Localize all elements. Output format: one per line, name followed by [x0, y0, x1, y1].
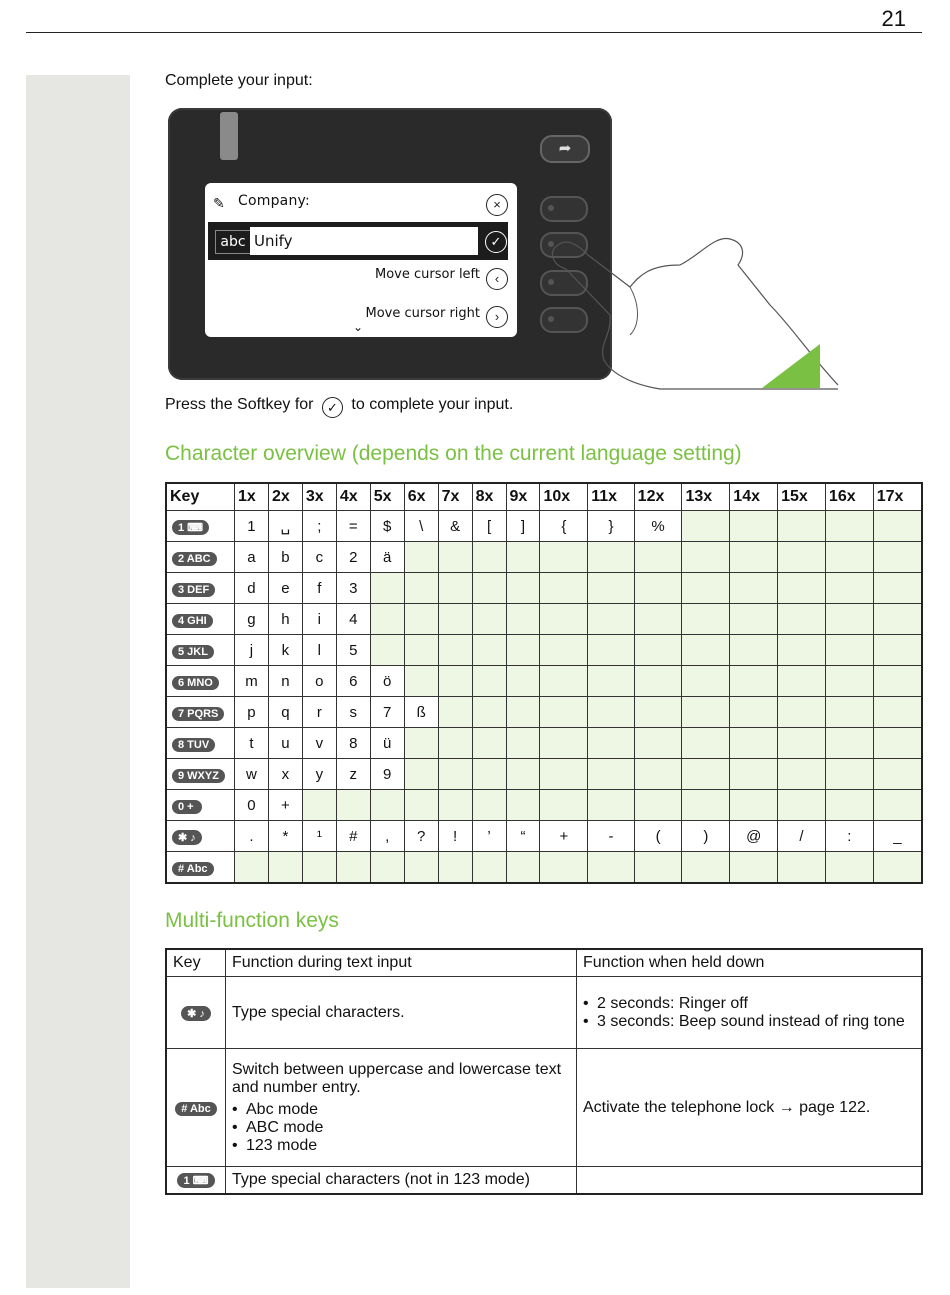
- empty-cell: [634, 542, 682, 573]
- char-cell: u: [268, 728, 302, 759]
- empty-cell: [825, 542, 873, 573]
- col-header-held: Function when held down: [577, 949, 923, 977]
- empty-cell: [438, 697, 472, 728]
- empty-cell: [778, 573, 826, 604]
- col-header-count: 3x: [302, 483, 336, 511]
- char-cell: =: [336, 511, 370, 542]
- empty-cell: [235, 852, 269, 884]
- empty-cell: [588, 542, 634, 573]
- empty-cell: [588, 604, 634, 635]
- char-cell: ]: [506, 511, 540, 542]
- empty-cell: [540, 790, 588, 821]
- empty-cell: [682, 604, 730, 635]
- empty-cell: [730, 759, 778, 790]
- char-cell: @: [730, 821, 778, 852]
- empty-cell: [634, 852, 682, 884]
- cursor-left-icon[interactable]: ‹: [486, 268, 508, 290]
- pencil-icon: ✎: [213, 195, 225, 211]
- empty-cell: [825, 666, 873, 697]
- char-cell: j: [235, 635, 269, 666]
- empty-cell: [472, 852, 506, 884]
- handset-slot: [220, 112, 238, 160]
- multifunction-heading: Multi-function keys: [165, 909, 339, 932]
- key-icon: 0 +: [166, 790, 235, 821]
- empty-cell: [825, 852, 873, 884]
- empty-cell: [472, 542, 506, 573]
- key-icon: 9 WXYZ: [166, 759, 235, 790]
- row3-during: Type special characters (not in 123 mode): [226, 1167, 577, 1195]
- table-row: [166, 1049, 922, 1167]
- char-cell: (: [634, 821, 682, 852]
- empty-cell: [472, 666, 506, 697]
- char-cell: #: [336, 821, 370, 852]
- table-row: [166, 1167, 922, 1195]
- empty-cell: [634, 573, 682, 604]
- col-header-count: 5x: [370, 483, 404, 511]
- char-cell: &: [438, 511, 472, 542]
- empty-cell: [336, 852, 370, 884]
- row2-held: Activate the telephone lock → page 122.: [577, 1049, 923, 1167]
- empty-cell: [682, 697, 730, 728]
- row2-during-text: Switch between uppercase and lowercase text and number entry.: [232, 1060, 562, 1096]
- char-cell: ;: [302, 511, 336, 542]
- empty-cell: [472, 790, 506, 821]
- char-cell: v: [302, 728, 336, 759]
- col-header-count: 1x: [235, 483, 269, 511]
- empty-cell: [506, 697, 540, 728]
- empty-cell: [873, 852, 922, 884]
- field-title: Company:: [238, 193, 310, 209]
- col-header-count: 4x: [336, 483, 370, 511]
- input-mode-indicator: abc: [215, 230, 251, 254]
- col-header-count: 7x: [438, 483, 472, 511]
- col-header-count: 2x: [268, 483, 302, 511]
- empty-cell: [472, 573, 506, 604]
- empty-cell: [336, 790, 370, 821]
- empty-cell: [682, 635, 730, 666]
- cancel-icon[interactable]: ×: [486, 194, 508, 216]
- empty-cell: [634, 604, 682, 635]
- char-cell: 1: [235, 511, 269, 542]
- empty-cell: [404, 666, 438, 697]
- char-cell: 5: [336, 635, 370, 666]
- char-cell: l: [302, 635, 336, 666]
- empty-cell: [588, 728, 634, 759]
- char-cell: g: [235, 604, 269, 635]
- empty-cell: [404, 573, 438, 604]
- more-icon: ⌄: [353, 320, 364, 334]
- empty-cell: [682, 852, 730, 884]
- char-cell: h: [268, 604, 302, 635]
- col-header-count: 9x: [506, 483, 540, 511]
- char-cell: p: [235, 697, 269, 728]
- empty-cell: [873, 635, 922, 666]
- empty-cell: [778, 604, 826, 635]
- empty-cell: [873, 542, 922, 573]
- char-cell: a: [235, 542, 269, 573]
- hash-key-icon: # Abc: [166, 1049, 226, 1167]
- empty-cell: [825, 759, 873, 790]
- empty-cell: [404, 635, 438, 666]
- empty-cell: [825, 511, 873, 542]
- empty-cell: [438, 604, 472, 635]
- char-cell: 7: [370, 697, 404, 728]
- col-header-count: 12x: [634, 483, 682, 511]
- col-header-count: 13x: [682, 483, 730, 511]
- instruction-before: Press the Softkey for: [165, 396, 314, 413]
- col-header-count: 6x: [404, 483, 438, 511]
- key-icon: 1 ⌨: [166, 511, 235, 542]
- empty-cell: [730, 635, 778, 666]
- col-header-count: 14x: [730, 483, 778, 511]
- empty-cell: [540, 697, 588, 728]
- empty-cell: [540, 542, 588, 573]
- empty-cell: [472, 759, 506, 790]
- char-cell: ): [682, 821, 730, 852]
- empty-cell: [370, 790, 404, 821]
- table-row: [166, 821, 922, 852]
- empty-cell: [506, 542, 540, 573]
- char-cell: n: [268, 666, 302, 697]
- empty-cell: [634, 790, 682, 821]
- empty-cell: [778, 790, 826, 821]
- empty-cell: [302, 852, 336, 884]
- char-cell: k: [268, 635, 302, 666]
- empty-cell: [730, 604, 778, 635]
- table-row: [166, 790, 922, 821]
- empty-cell: [506, 790, 540, 821]
- empty-cell: [682, 759, 730, 790]
- empty-cell: [873, 728, 922, 759]
- table-row: [166, 728, 922, 759]
- empty-cell: [873, 573, 922, 604]
- header-rule: [26, 32, 922, 33]
- empty-cell: [825, 635, 873, 666]
- empty-cell: [506, 852, 540, 884]
- key-icon: # Abc: [166, 852, 235, 884]
- key-icon: 5 JKL: [166, 635, 235, 666]
- empty-cell: [438, 542, 472, 573]
- char-cell: }: [588, 511, 634, 542]
- empty-cell: [778, 666, 826, 697]
- char-cell: 3: [336, 573, 370, 604]
- empty-cell: [588, 573, 634, 604]
- list-item: • 123 mode: [232, 1137, 570, 1155]
- table-row: [166, 511, 922, 542]
- softkey-1[interactable]: [540, 196, 588, 222]
- empty-cell: [778, 852, 826, 884]
- empty-cell: [472, 604, 506, 635]
- list-item: • 2 seconds: Ringer off: [583, 995, 915, 1013]
- char-cell: 8: [336, 728, 370, 759]
- char-cell: c: [302, 542, 336, 573]
- char-cell: +: [268, 790, 302, 821]
- empty-cell: [438, 759, 472, 790]
- char-cell: e: [268, 573, 302, 604]
- char-cell: [: [472, 511, 506, 542]
- table-row: [166, 573, 922, 604]
- star-key-icon: ✱ ♪: [166, 977, 226, 1049]
- empty-cell: [540, 604, 588, 635]
- empty-cell: [730, 697, 778, 728]
- empty-cell: [825, 697, 873, 728]
- empty-cell: [730, 728, 778, 759]
- empty-cell: [540, 666, 588, 697]
- empty-cell: [506, 635, 540, 666]
- key-icon: 7 PQRS: [166, 697, 235, 728]
- char-cell: ö: [370, 666, 404, 697]
- empty-cell: [634, 728, 682, 759]
- empty-cell: [588, 790, 634, 821]
- side-margin-bar: [26, 75, 130, 1288]
- char-cell: o: [302, 666, 336, 697]
- one-key-icon: 1 ⌨: [166, 1167, 226, 1195]
- char-cell: 0: [235, 790, 269, 821]
- cursor-right-label: Move cursor right: [365, 306, 480, 321]
- key-icon: 4 GHI: [166, 604, 235, 635]
- empty-cell: [472, 728, 506, 759]
- empty-cell: [540, 852, 588, 884]
- empty-cell: [506, 728, 540, 759]
- char-cell: q: [268, 697, 302, 728]
- char-cell: m: [235, 666, 269, 697]
- key-icon: 3 DEF: [166, 573, 235, 604]
- empty-cell: [438, 728, 472, 759]
- empty-cell: [588, 666, 634, 697]
- cursor-right-icon[interactable]: ›: [486, 306, 508, 328]
- char-cell: ü: [370, 728, 404, 759]
- empty-cell: [588, 759, 634, 790]
- empty-cell: [873, 666, 922, 697]
- confirm-icon[interactable]: ✓: [485, 231, 507, 253]
- empty-cell: [730, 666, 778, 697]
- char-cell: f: [302, 573, 336, 604]
- empty-cell: [682, 666, 730, 697]
- char-cell: ä: [370, 542, 404, 573]
- empty-cell: [730, 542, 778, 573]
- empty-cell: [682, 790, 730, 821]
- key-icon: 8 TUV: [166, 728, 235, 759]
- char-cell: t: [235, 728, 269, 759]
- empty-cell: [404, 852, 438, 884]
- key-icon: ✱ ♪: [166, 821, 235, 852]
- col-header-during: Function during text input: [226, 949, 577, 977]
- char-cell: i: [302, 604, 336, 635]
- table-row: [166, 635, 922, 666]
- char-cell: 4: [336, 604, 370, 635]
- empty-cell: [506, 604, 540, 635]
- col-header-count: 15x: [778, 483, 826, 511]
- empty-cell: [404, 728, 438, 759]
- empty-cell: [438, 852, 472, 884]
- empty-cell: [588, 635, 634, 666]
- empty-cell: [730, 573, 778, 604]
- key-icon: 6 MNO: [166, 666, 235, 697]
- row3-held: [577, 1167, 923, 1195]
- char-cell: *: [268, 821, 302, 852]
- char-cell: .: [235, 821, 269, 852]
- empty-cell: [588, 697, 634, 728]
- table-row: [166, 759, 922, 790]
- empty-cell: [873, 697, 922, 728]
- char-cell: z: [336, 759, 370, 790]
- empty-cell: [404, 790, 438, 821]
- char-cell: {: [540, 511, 588, 542]
- char-cell: ß: [404, 697, 438, 728]
- char-cell: :: [825, 821, 873, 852]
- char-cell: w: [235, 759, 269, 790]
- col-header-count: 11x: [588, 483, 634, 511]
- col-header-count: 16x: [825, 483, 873, 511]
- empty-cell: [730, 511, 778, 542]
- empty-cell: [682, 728, 730, 759]
- page-number: 21: [881, 6, 906, 31]
- empty-cell: [370, 573, 404, 604]
- character-overview-table: [165, 482, 923, 884]
- empty-cell: [778, 511, 826, 542]
- empty-cell: [778, 542, 826, 573]
- col-header-key: Key: [166, 949, 226, 977]
- col-header-key: Key: [166, 483, 235, 511]
- empty-cell: [438, 666, 472, 697]
- empty-cell: [540, 728, 588, 759]
- empty-cell: [634, 666, 682, 697]
- table-header-row: [166, 949, 922, 977]
- char-cell: x: [268, 759, 302, 790]
- empty-cell: [825, 604, 873, 635]
- empty-cell: [634, 697, 682, 728]
- empty-cell: [370, 852, 404, 884]
- empty-cell: [404, 542, 438, 573]
- empty-cell: [778, 728, 826, 759]
- char-cell: ¹: [302, 821, 336, 852]
- char-cell: _: [873, 821, 922, 852]
- key-icon: 2 ABC: [166, 542, 235, 573]
- empty-cell: [873, 511, 922, 542]
- char-cell: y: [302, 759, 336, 790]
- empty-cell: [730, 852, 778, 884]
- char-overview-heading: Character overview (depends on the current language setting): [165, 442, 742, 465]
- empty-cell: [438, 573, 472, 604]
- char-cell: ’: [472, 821, 506, 852]
- char-cell: “: [506, 821, 540, 852]
- char-cell: \: [404, 511, 438, 542]
- char-cell: +: [540, 821, 588, 852]
- table-row: [166, 852, 922, 884]
- char-cell: %: [634, 511, 682, 542]
- col-header-count: 8x: [472, 483, 506, 511]
- table-row: [166, 977, 922, 1049]
- empty-cell: [438, 635, 472, 666]
- list-item: • ABC mode: [232, 1119, 570, 1137]
- exit-icon[interactable]: ➦: [540, 135, 590, 163]
- instruction-text: [165, 396, 513, 418]
- empty-cell: [634, 635, 682, 666]
- empty-cell: [825, 790, 873, 821]
- empty-cell: [682, 573, 730, 604]
- instruction-after: to complete your input.: [351, 396, 514, 413]
- empty-cell: [472, 697, 506, 728]
- table-row: [166, 697, 922, 728]
- intro-text: Complete your input:: [165, 72, 313, 89]
- empty-cell: [778, 759, 826, 790]
- table-row: [166, 542, 922, 573]
- list-item: • 3 seconds: Beep sound instead of ring tone: [583, 1013, 915, 1031]
- empty-cell: [873, 759, 922, 790]
- char-cell: $: [370, 511, 404, 542]
- char-cell: !: [438, 821, 472, 852]
- empty-cell: [540, 635, 588, 666]
- char-cell: ␣: [268, 511, 302, 542]
- check-icon: ✓: [322, 397, 343, 418]
- empty-cell: [540, 573, 588, 604]
- empty-cell: [506, 666, 540, 697]
- empty-cell: [506, 573, 540, 604]
- char-cell: ?: [404, 821, 438, 852]
- empty-cell: [404, 604, 438, 635]
- col-header-count: 17x: [873, 483, 922, 511]
- empty-cell: [472, 635, 506, 666]
- char-cell: d: [235, 573, 269, 604]
- char-cell: ,: [370, 821, 404, 852]
- table-row: [166, 666, 922, 697]
- char-cell: 2: [336, 542, 370, 573]
- empty-cell: [370, 635, 404, 666]
- empty-cell: [873, 604, 922, 635]
- company-input[interactable]: Unify: [250, 227, 478, 255]
- empty-cell: [268, 852, 302, 884]
- char-cell: s: [336, 697, 370, 728]
- char-cell: /: [778, 821, 826, 852]
- empty-cell: [634, 759, 682, 790]
- char-cell: 6: [336, 666, 370, 697]
- char-cell: 9: [370, 759, 404, 790]
- cursor-left-label: Move cursor left: [375, 267, 480, 282]
- table-row: [166, 604, 922, 635]
- empty-cell: [540, 759, 588, 790]
- col-header-count: 10x: [540, 483, 588, 511]
- empty-cell: [506, 759, 540, 790]
- list-item: • Abc mode: [232, 1101, 570, 1119]
- char-cell: -: [588, 821, 634, 852]
- empty-cell: [778, 635, 826, 666]
- empty-cell: [302, 790, 336, 821]
- row1-held: [577, 977, 923, 1049]
- empty-cell: [404, 759, 438, 790]
- empty-cell: [682, 511, 730, 542]
- empty-cell: [825, 728, 873, 759]
- empty-cell: [873, 790, 922, 821]
- empty-cell: [438, 790, 472, 821]
- green-corner-marker: [762, 344, 820, 388]
- multifunction-keys-table: [165, 948, 923, 1195]
- char-cell: b: [268, 542, 302, 573]
- char-cell: r: [302, 697, 336, 728]
- empty-cell: [825, 573, 873, 604]
- row2-during: [226, 1049, 577, 1167]
- empty-cell: [588, 852, 634, 884]
- empty-cell: [778, 697, 826, 728]
- empty-cell: [730, 790, 778, 821]
- empty-cell: [370, 604, 404, 635]
- row1-during: Type special characters.: [226, 977, 577, 1049]
- empty-cell: [682, 542, 730, 573]
